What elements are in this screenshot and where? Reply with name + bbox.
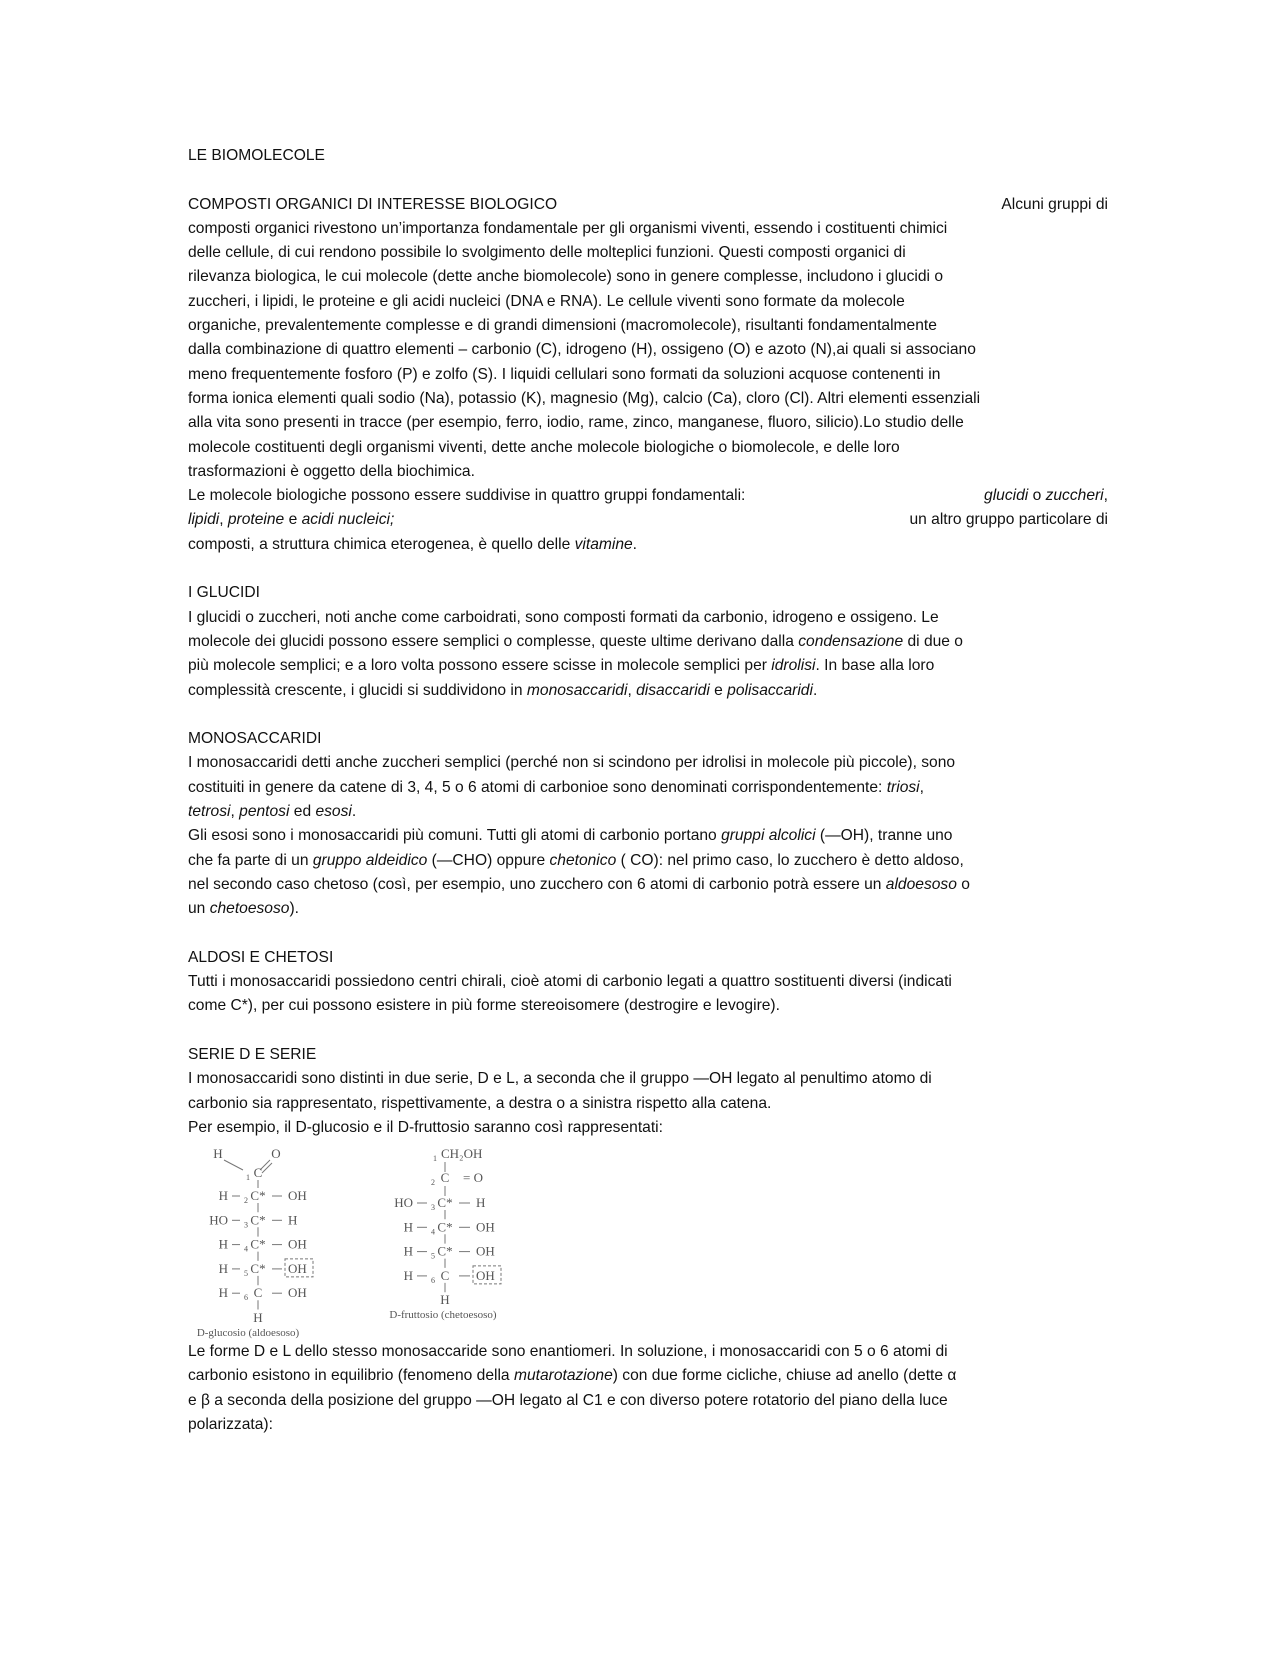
substituent-right: H [476, 1195, 486, 1211]
text-run: , [1103, 487, 1108, 505]
text-line [188, 970, 1108, 994]
text-line [188, 436, 1108, 460]
substituent-left: HO [394, 1195, 413, 1211]
line-left [188, 581, 260, 605]
carbon-atom: C* [437, 1243, 453, 1259]
text-run: carbonio sia rappresentato, rispettivamente, a destra o a sinistra rispetto alla catena. [188, 1094, 772, 1112]
text-run: Tutti i monosaccaridi possiedono centri chirali, cioè atomi di carbonio legati a quattro sostituenti diversi (indicati [188, 973, 952, 991]
text-run: Le molecole biologiche possono essere suddivise in quattro gruppi fondamentali: [188, 487, 746, 505]
text-line [188, 411, 1108, 435]
document-title: LE BIOMOLECOLE [188, 147, 325, 164]
line-left [188, 970, 952, 994]
line-left [188, 727, 321, 751]
text-run: (—OH), tranne uno [815, 827, 953, 845]
carbon-atom: C [440, 1170, 450, 1186]
text-line [188, 630, 1108, 654]
italic-term: pentosi [239, 803, 290, 821]
line-left [188, 606, 939, 630]
text-run: un altro gruppo particolare di [909, 511, 1108, 529]
carbon-number: 1 [246, 1173, 250, 1183]
text-line [188, 922, 1108, 946]
text-run: e [284, 511, 302, 529]
line-left [188, 751, 955, 775]
text-run: , [219, 511, 228, 529]
italic-term: gruppo aldeidico [312, 851, 428, 869]
line-left [188, 508, 394, 532]
italic-term: monosaccaridi [526, 681, 628, 699]
text-line [188, 484, 1108, 508]
text-run: zuccheri, i lipidi, le proteine e gli acidi nucleici (DNA e RNA). Le cellule viventi sono formate da molecole [188, 292, 905, 310]
italic-term: chetonico [549, 851, 617, 869]
text-line [188, 751, 1108, 775]
text-line [188, 703, 1108, 727]
line-left [188, 436, 900, 460]
text-run: composti, a struttura chimica eterogenea, è quello delle [188, 535, 575, 553]
line-left [188, 193, 557, 217]
text-line [188, 1067, 1108, 1091]
text-run: Per esempio, il D-glucosio e il D-fruttosio saranno così rappresentati: [188, 1118, 663, 1136]
carbon-atom: C [253, 1165, 263, 1181]
text-line [188, 654, 1108, 678]
text-line [188, 533, 1108, 557]
text-line [188, 508, 1108, 532]
text-run: , [919, 778, 924, 796]
text-line [188, 1413, 1108, 1437]
text-run: ) con due forme cicliche, chiuse ad anello (dette α [612, 1367, 957, 1385]
text-line [188, 387, 1108, 411]
italic-term: polisaccaridi [727, 681, 813, 699]
text-run: o [956, 875, 970, 893]
text-line [188, 776, 1108, 800]
carbon-number: 2 [244, 1196, 248, 1206]
substituent-left: H [403, 1243, 413, 1259]
carbon-atom: C* [437, 1195, 453, 1211]
figure-caption: D-glucosio (aldoesoso) [196, 1327, 300, 1340]
line-left [188, 776, 924, 800]
text-body-before-figure [188, 168, 1108, 1140]
text-run: un [188, 900, 210, 918]
text-line [188, 168, 1108, 192]
carbon-atom: C* [250, 1212, 266, 1228]
text-line [188, 800, 1108, 824]
document-page [188, 144, 1108, 1437]
text-run: COMPOSTI ORGANICI DI INTERESSE BIOLOGICO [188, 195, 558, 213]
italic-term: disaccaridi [636, 681, 710, 699]
substituent-left: H [218, 1236, 228, 1252]
text-run: nel secondo caso chetoso (così, per esempio, uno zucchero con 6 atomi di carbonio potrà essere un [188, 875, 886, 893]
line-left [188, 1067, 932, 1091]
text-line [188, 873, 1108, 897]
line-left [188, 363, 940, 387]
line-left [188, 654, 934, 678]
carbon-atom: C* [250, 1261, 266, 1277]
text-line [188, 727, 1108, 751]
text-line [188, 1364, 1108, 1388]
line-left [188, 484, 745, 508]
line-left [188, 1092, 771, 1116]
line-left [188, 533, 637, 557]
carbon-atom: C* [250, 1236, 266, 1252]
text-body-after-figure [188, 1340, 1108, 1437]
bond-line [224, 1160, 243, 1170]
text-line [188, 217, 1108, 241]
text-run: come C*), per cui possono esistere in più forme stereoisomere (destrogire e levogire). [188, 997, 780, 1015]
text-run: I glucidi o zuccheri, noti anche come carboidrati, sono composti formati da carbonio, idrogeno e ossigeno. Le [188, 608, 939, 626]
italic-term: idrolisi [771, 657, 816, 675]
text-run: di due o [903, 632, 963, 650]
carbon-number: 6 [431, 1276, 435, 1286]
line-left [188, 800, 356, 824]
carbon-number: 2 [431, 1178, 435, 1188]
text-line [188, 606, 1108, 630]
line-left [188, 387, 980, 411]
text-run: costituiti in genere da catene di 3, 4, 5 o 6 atomi di carbonioe sono denominati corrispondentemente: [188, 778, 887, 796]
text-run: rilevanza biologica, le cui molecole (dette anche biomolecole) sono in genere complesse, includono i glucidi o [188, 268, 944, 286]
text-run: molecole costituenti degli organismi viventi, dette anche molecole biologiche o biomolecole, e delle loro [188, 438, 900, 456]
atom-label: H [440, 1292, 450, 1308]
substituent-left: H [403, 1268, 413, 1284]
italic-term: proteine [227, 511, 285, 529]
carbonyl: = O [463, 1170, 483, 1186]
text-run: organiche, prevalentemente complesse e di grandi dimensioni (macromolecole), risultanti fondamentalmente [188, 317, 937, 335]
text-run: . In base alla loro [815, 657, 935, 675]
atom-label: O [271, 1146, 281, 1162]
substituent-left: HO [209, 1212, 228, 1228]
carbon-atom: CH₂OH [441, 1146, 483, 1162]
text-run: molecole dei glucidi possono essere semplici o complesse, queste ultime derivano dalla [188, 632, 799, 650]
atom-label: H [253, 1310, 263, 1326]
italic-term: triosi [886, 778, 920, 796]
line-left [188, 1413, 273, 1437]
carbon-number: 4 [431, 1227, 435, 1237]
text-run: carbonio esistono in equilibrio (fenomeno della [188, 1367, 514, 1385]
line-left [188, 994, 780, 1018]
substituent-right: OH [288, 1261, 307, 1277]
text-line [188, 581, 1108, 605]
substituent-left: H [218, 1188, 228, 1204]
text-line [188, 265, 1108, 289]
line-right [984, 484, 1108, 508]
line-left [188, 1043, 316, 1067]
text-line [188, 1340, 1108, 1364]
text-run: delle cellule, di cui rendono possibile lo svolgimento delle molteplici funzioni. Questi composti organici di [188, 244, 906, 262]
text-line [188, 557, 1108, 581]
line-left [188, 873, 970, 897]
text-line [188, 241, 1108, 265]
substituent-right: OH [476, 1219, 495, 1235]
italic-term: tetrosi [188, 803, 231, 821]
text-run: . [632, 535, 638, 553]
substituent-right: OH [288, 1188, 307, 1204]
text-run: alla vita sono presenti in tracce (per esempio, ferro, iodio, rame, zinco, manganese, fluoro, silicio).Lo studio delle [188, 414, 964, 432]
substituent-right: H [288, 1212, 298, 1228]
italic-term: aldoesoso [885, 875, 957, 893]
carbon-atom: C* [250, 1188, 266, 1204]
text-line [188, 1092, 1108, 1116]
text-run: polarizzata): [188, 1416, 273, 1434]
line-left [188, 1389, 948, 1413]
line-left [188, 897, 299, 921]
line-left [188, 290, 905, 314]
italic-term: glucidi [984, 487, 1029, 505]
carbon-number: 4 [244, 1244, 248, 1254]
text-run: ). [289, 900, 299, 918]
text-run: e β a seconda della posizione del gruppo —OH legato al C1 e con diverso potere rotatorio del piano della luce [188, 1391, 948, 1409]
line-left [188, 217, 947, 241]
text-run: o [1028, 487, 1046, 505]
line-left [188, 460, 475, 484]
text-run: . [812, 681, 818, 699]
text-run: complessità crescente, i glucidi si suddividono in [188, 681, 527, 699]
text-run: (—CHO) oppure [427, 851, 550, 869]
text-run: MONOSACCARIDI [188, 730, 322, 748]
text-run: ALDOSI E CHETOSI [188, 948, 334, 966]
text-run: , [627, 681, 637, 699]
fischer-projections [188, 1140, 588, 1340]
text-run: I GLUCIDI [188, 584, 260, 602]
carbon-atom: C [440, 1268, 450, 1284]
text-run: e [709, 681, 728, 699]
substituent-left: H [403, 1219, 413, 1235]
line-left [188, 411, 964, 435]
line-left [188, 849, 964, 873]
text-line [188, 1389, 1108, 1413]
atom-label: H [213, 1146, 223, 1162]
text-line [188, 460, 1108, 484]
substituent-left: H [218, 1285, 228, 1301]
italic-term: mutarotazione [513, 1367, 613, 1385]
substituent-right: OH [476, 1243, 495, 1259]
italic-term: condensazione [798, 632, 904, 650]
substituent-right: OH [476, 1268, 495, 1284]
text-line [188, 897, 1108, 921]
text-run: che fa parte di un [188, 851, 313, 869]
text-run: I monosaccaridi detti anche zuccheri semplici (perché non si scindono per idrolisi in molecole più piccole), sono [188, 754, 956, 772]
text-line [188, 314, 1108, 338]
text-run: dalla combinazione di quattro elementi – carbonio (C), idrogeno (H), ossigeno (O) e azoto (N),ai quali si associano [188, 341, 976, 359]
italic-term: gruppi alcolici [721, 827, 816, 845]
carbon-number: 1 [433, 1154, 437, 1164]
line-left [188, 630, 963, 654]
text-line [188, 1116, 1108, 1140]
carbon-atom: C [253, 1285, 263, 1301]
substituent-left: H [218, 1261, 228, 1277]
line-left [188, 338, 976, 362]
bond-line [262, 1163, 272, 1173]
structure-figures [188, 1140, 1108, 1340]
line-right [909, 508, 1108, 532]
text-run: Gli esosi sono i monosaccaridi più comuni. Tutti gli atomi di carbonio portano [188, 827, 722, 845]
text-run: più molecole semplici; e a loro volta possono essere scisse in molecole semplici per [188, 657, 772, 675]
text-line [188, 338, 1108, 362]
substituent-right: OH [288, 1285, 307, 1301]
italic-term: acidi nucleici; [301, 511, 395, 529]
text-line [188, 994, 1108, 1018]
line-left [188, 314, 937, 338]
carbon-number: 3 [431, 1203, 435, 1213]
text-run: meno frequentemente fosforo (P) e zolfo (S). I liquidi cellulari sono formati da soluzioni acquose contenenti in [188, 365, 941, 383]
line-left [188, 241, 906, 265]
carbon-number: 5 [431, 1251, 435, 1261]
line-right [1001, 193, 1108, 217]
italic-term: zuccheri [1045, 487, 1104, 505]
line-left [188, 265, 943, 289]
text-run: , [230, 803, 240, 821]
line-left [188, 946, 333, 970]
line-left [188, 679, 817, 703]
text-line [188, 679, 1108, 703]
italic-term: lipidi [188, 511, 220, 529]
text-line [188, 1043, 1108, 1067]
carbon-number: 5 [244, 1269, 248, 1279]
text-run: Le forme D e L dello stesso monosaccaride sono enantiomeri. In soluzione, i monosaccaridi con 5 o 6 atomi di [188, 1343, 948, 1361]
text-line [188, 849, 1108, 873]
line-left [188, 1116, 663, 1140]
text-run: ed [289, 803, 316, 821]
text-run: . [351, 803, 357, 821]
line-left [188, 824, 952, 848]
text-run: I monosaccaridi sono distinti in due serie, D e L, a seconda che il gruppo —OH legato al penultimo atomo di [188, 1070, 932, 1088]
text-run: ( CO): nel primo caso, lo zucchero è detto aldoso, [616, 851, 964, 869]
carbon-atom: C* [437, 1219, 453, 1235]
italic-term: vitamine [574, 535, 633, 553]
text-line [188, 363, 1108, 387]
text-line [188, 1019, 1108, 1043]
text-line [188, 290, 1108, 314]
italic-term: esosi [315, 803, 352, 821]
carbon-number: 3 [244, 1220, 248, 1230]
line-left [188, 1364, 956, 1388]
text-run: composti organici rivestono un’importanza fondamentale per gli organismi viventi, essendo i costituenti chimici [188, 219, 948, 237]
text-run: trasformazioni è oggetto della biochimica. [188, 462, 475, 480]
text-run: forma ionica elementi quali sodio (Na), potassio (K), magnesio (Mg), calcio (Ca), cloro (Cl). Altri elementi essenziali [188, 389, 981, 407]
text-run: SERIE D E SERIE [188, 1045, 317, 1063]
text-line [188, 824, 1108, 848]
text-line [188, 193, 1108, 217]
figure-caption: D-fruttosio (chetoesoso) [389, 1309, 497, 1322]
substituent-right: OH [288, 1236, 307, 1252]
text-run: Alcuni gruppi di [1001, 195, 1108, 213]
line-left [188, 1340, 948, 1364]
italic-term: chetoesoso [209, 900, 290, 918]
carbon-number: 6 [244, 1293, 248, 1303]
text-line [188, 946, 1108, 970]
